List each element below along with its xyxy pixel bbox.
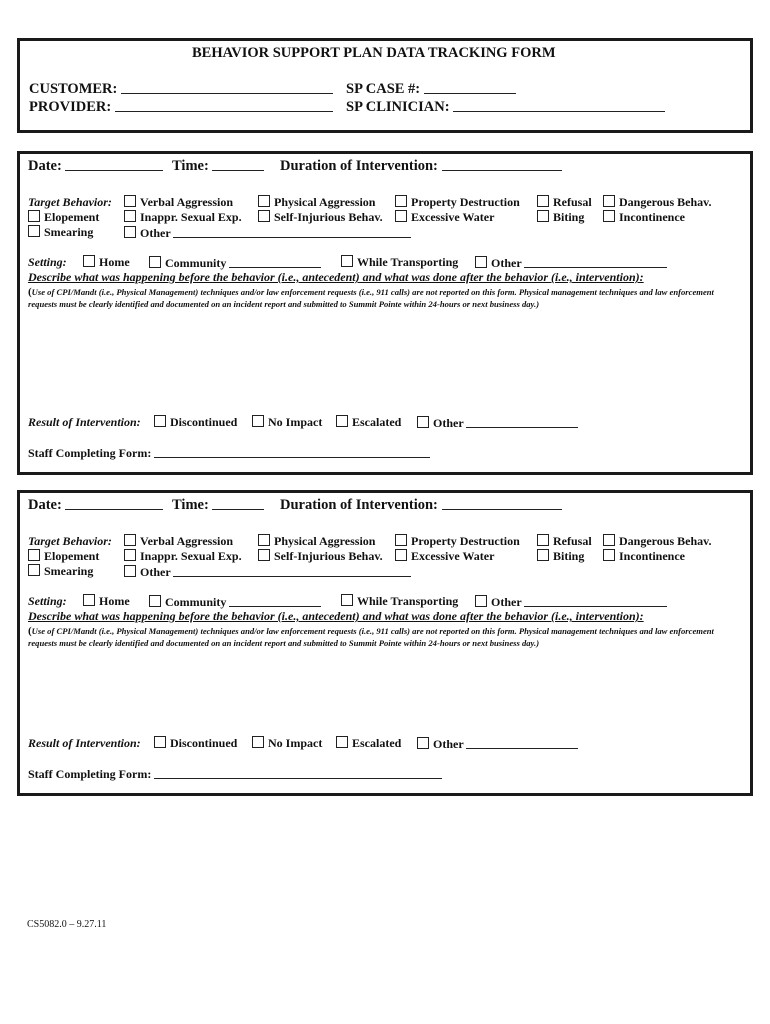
checkbox[interactable] (395, 195, 407, 207)
describe-instruction: Describe what was happening before the behavior (i.e., antecedent) and what was done after the behavior (i.e., intervention): (28, 609, 644, 623)
setting-label: Setting: (28, 594, 67, 608)
checkbox[interactable] (124, 195, 136, 207)
result-escalated[interactable]: Escalated (336, 736, 401, 751)
behavior-property-destruction[interactable]: Property Destruction (395, 534, 520, 549)
setting-home[interactable]: Home (83, 594, 130, 609)
duration-input-line[interactable] (442, 158, 562, 171)
setting-home[interactable]: Home (83, 255, 130, 270)
behavior-elopement[interactable]: Elopement (28, 549, 99, 564)
header-box (17, 38, 753, 133)
checkbox[interactable] (603, 195, 615, 207)
checkbox[interactable] (28, 210, 40, 222)
checkbox[interactable] (537, 210, 549, 222)
provider-field[interactable] (29, 99, 333, 116)
setting-community[interactable]: Community (149, 594, 321, 610)
provider-input-line[interactable] (115, 99, 333, 112)
checkbox[interactable] (28, 549, 40, 561)
checkbox[interactable] (603, 534, 615, 546)
target-behavior-label: Target Behavior: (28, 195, 112, 209)
checkbox[interactable] (417, 737, 429, 749)
description-writing-area[interactable] (28, 326, 744, 406)
checkbox[interactable] (475, 595, 487, 607)
checkbox[interactable] (149, 256, 161, 268)
community-input-line[interactable] (229, 594, 321, 607)
checkbox[interactable] (537, 549, 549, 561)
date-label: Date: (28, 497, 62, 513)
checkbox[interactable] (252, 736, 264, 748)
behavior-verbal-aggression[interactable]: Verbal Aggression (124, 195, 233, 210)
sp-case-field[interactable] (346, 81, 516, 98)
behavior-inappr-sexual[interactable]: Inappr. Sexual Exp. (124, 549, 242, 564)
provider-label: PROVIDER: (29, 99, 112, 115)
checkbox[interactable] (124, 534, 136, 546)
behavior-refusal[interactable]: Refusal (537, 534, 592, 549)
checkbox[interactable] (341, 594, 353, 606)
checkbox[interactable] (258, 195, 270, 207)
sp-case-label: SP CASE #: (346, 81, 421, 97)
sp-clinician-label: SP CLINICIAN: (346, 99, 450, 115)
setting-while-transporting[interactable]: While Transporting (341, 594, 458, 609)
behavior-refusal[interactable]: Refusal (537, 195, 592, 210)
staff-completing-field[interactable] (28, 766, 442, 782)
checkbox[interactable] (603, 210, 615, 222)
checkbox[interactable] (154, 736, 166, 748)
behavior-incontinence[interactable]: Incontinence (603, 549, 685, 564)
behavior-excessive-water[interactable]: Excessive Water (395, 210, 494, 225)
sp-clinician-field[interactable] (346, 99, 665, 116)
description-writing-area[interactable] (28, 665, 744, 727)
staff-completing-field[interactable] (28, 445, 430, 461)
staff-label: Staff Completing Form: (28, 767, 152, 781)
date-field[interactable] (28, 497, 163, 514)
behavior-other[interactable]: Other (124, 225, 411, 241)
sp-clinician-input-line[interactable] (453, 99, 665, 112)
setting-other[interactable]: Other (475, 255, 667, 271)
form-code: CS5082.0 – 9.27.11 (27, 919, 107, 930)
checkbox[interactable] (475, 256, 487, 268)
date-label: Date: (28, 158, 62, 174)
checkbox[interactable] (258, 210, 270, 222)
time-label: Time: (172, 497, 209, 513)
behavior-other-input-line[interactable] (173, 225, 411, 238)
time-label: Time: (172, 158, 209, 174)
entry-section-2 (17, 490, 753, 796)
behavior-smearing[interactable]: Smearing (28, 225, 93, 240)
checkbox[interactable] (537, 534, 549, 546)
result-no-impact[interactable]: No Impact (252, 415, 322, 430)
checkbox[interactable] (83, 255, 95, 267)
checkbox[interactable] (395, 549, 407, 561)
checkbox[interactable] (252, 415, 264, 427)
behavior-physical-aggression[interactable]: Physical Aggression (258, 534, 375, 549)
staff-input-line[interactable] (154, 766, 442, 779)
behavior-other-input-line[interactable] (173, 564, 411, 577)
checkbox[interactable] (28, 225, 40, 237)
setting-other-input-line[interactable] (524, 255, 667, 268)
checkbox[interactable] (417, 416, 429, 428)
behavior-excessive-water[interactable]: Excessive Water (395, 549, 494, 564)
result-discontinued[interactable]: Discontinued (154, 415, 237, 430)
duration-field[interactable] (280, 497, 562, 514)
result-label: Result of Intervention: (28, 415, 141, 429)
setting-community[interactable]: Community (149, 255, 321, 271)
form-title: BEHAVIOR SUPPORT PLAN DATA TRACKING FORM (192, 45, 556, 61)
checkbox[interactable] (258, 534, 270, 546)
result-label: Result of Intervention: (28, 736, 141, 750)
physical-management-note: (Use of CPI/Mandt (i.e., Physical Management) techniques and/or law enforcement requests (i.e., 911 calls) are not reported on this form. Physical management techniques and law enforcement requests must be clearly identified and documented on an incident report and submitted to Summit Pointe within 24-hours or next business day.) (28, 286, 714, 309)
duration-label: Duration of Intervention: (280, 158, 438, 174)
checkbox[interactable] (124, 549, 136, 561)
behavior-biting[interactable]: Biting (537, 210, 584, 225)
date-input-line[interactable] (65, 497, 163, 510)
customer-label: CUSTOMER: (29, 81, 118, 97)
checkbox[interactable] (395, 210, 407, 222)
duration-label: Duration of Intervention: (280, 497, 438, 513)
behavior-property-destruction[interactable]: Property Destruction (395, 195, 520, 210)
duration-field[interactable] (280, 158, 562, 175)
behavior-dangerous[interactable]: Dangerous Behav. (603, 534, 711, 549)
describe-instruction: Describe what was happening before the behavior (i.e., antecedent) and what was done after the behavior (i.e., intervention): (28, 270, 644, 284)
checkbox[interactable] (258, 549, 270, 561)
entry-section-1 (17, 151, 753, 475)
duration-input-line[interactable] (442, 497, 562, 510)
time-input-line[interactable] (212, 497, 264, 510)
behavior-inappr-sexual[interactable]: Inappr. Sexual Exp. (124, 210, 242, 225)
checkbox[interactable] (154, 415, 166, 427)
behavior-biting[interactable]: Biting (537, 549, 584, 564)
behavior-incontinence[interactable]: Incontinence (603, 210, 685, 225)
target-behavior-label: Target Behavior: (28, 534, 112, 548)
behavior-self-injurious[interactable]: Self-Injurious Behav. (258, 549, 383, 564)
customer-input-line[interactable] (121, 81, 333, 94)
checkbox[interactable] (83, 594, 95, 606)
result-other[interactable]: Other (417, 736, 578, 752)
checkbox[interactable] (149, 595, 161, 607)
result-escalated[interactable]: Escalated (336, 415, 401, 430)
checkbox[interactable] (124, 565, 136, 577)
staff-label: Staff Completing Form: (28, 446, 152, 460)
result-discontinued[interactable]: Discontinued (154, 736, 237, 751)
staff-input-line[interactable] (154, 445, 430, 458)
date-field[interactable] (28, 158, 163, 175)
checkbox[interactable] (537, 195, 549, 207)
behavior-self-injurious[interactable]: Self-Injurious Behav. (258, 210, 383, 225)
checkbox[interactable] (28, 564, 40, 576)
behavior-smearing[interactable]: Smearing (28, 564, 93, 579)
checkbox[interactable] (603, 549, 615, 561)
result-other[interactable]: Other (417, 415, 578, 431)
physical-management-note: (Use of CPI/Mandt (i.e., Physical Management) techniques and/or law enforcement requests (i.e., 911 calls) are not reported on this form. Physical management techniques and law enforcement requests must be clearly identified and documented on an incident report and submitted to Summit Pointe within 24-hours or next business day.) (28, 625, 714, 648)
result-other-input-line[interactable] (466, 736, 578, 749)
result-other-input-line[interactable] (466, 415, 578, 428)
time-field[interactable] (172, 158, 264, 175)
checkbox[interactable] (124, 226, 136, 238)
setting-other-input-line[interactable] (524, 594, 667, 607)
behavior-verbal-aggression[interactable]: Verbal Aggression (124, 534, 233, 549)
checkbox[interactable] (336, 736, 348, 748)
checkbox[interactable] (395, 534, 407, 546)
behavior-dangerous[interactable]: Dangerous Behav. (603, 195, 711, 210)
setting-other[interactable]: Other (475, 594, 667, 610)
time-field[interactable] (172, 497, 264, 514)
checkbox[interactable] (341, 255, 353, 267)
checkbox[interactable] (336, 415, 348, 427)
customer-field[interactable] (29, 81, 333, 98)
result-no-impact[interactable]: No Impact (252, 736, 322, 751)
checkbox[interactable] (124, 210, 136, 222)
date-input-line[interactable] (65, 158, 163, 171)
community-input-line[interactable] (229, 255, 321, 268)
time-input-line[interactable] (212, 158, 264, 171)
setting-label: Setting: (28, 255, 67, 269)
behavior-other[interactable]: Other (124, 564, 411, 580)
setting-while-transporting[interactable]: While Transporting (341, 255, 458, 270)
sp-case-input-line[interactable] (424, 81, 516, 94)
behavior-elopement[interactable]: Elopement (28, 210, 99, 225)
behavior-physical-aggression[interactable]: Physical Aggression (258, 195, 375, 210)
